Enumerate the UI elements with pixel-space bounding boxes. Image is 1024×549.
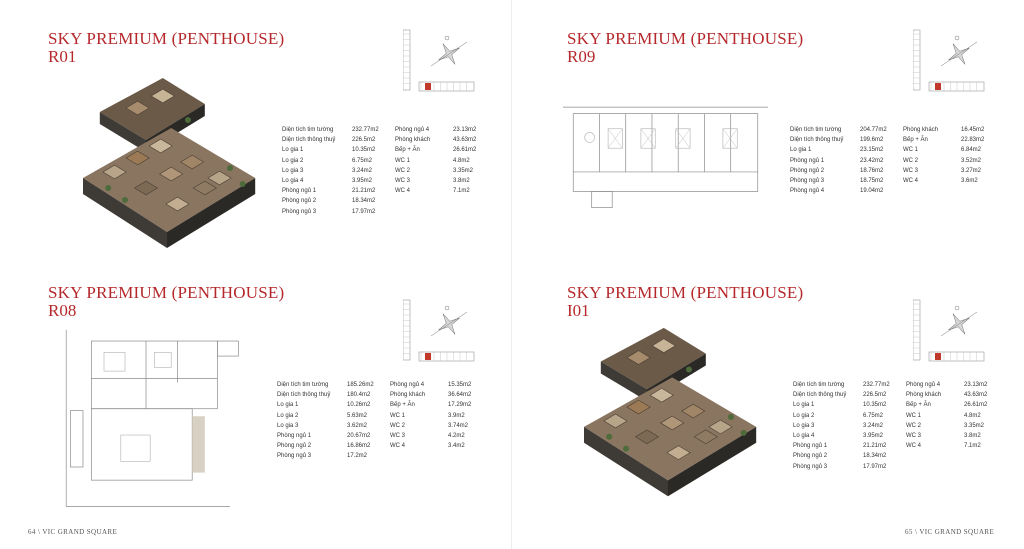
spec-value: 3.24m2 [352, 167, 373, 174]
spec-row [282, 196, 392, 206]
spec-value: 18.76m2 [860, 167, 884, 174]
spec-value: 7.1m2 [453, 188, 470, 195]
spec-value: 15.35m2 [448, 382, 472, 388]
spec-value: 3.27m2 [961, 167, 982, 174]
spec-value: 10.35m2 [863, 402, 887, 409]
spec-row [906, 411, 1004, 421]
spec-label: Phòng ngủ 3 [793, 463, 828, 470]
spec-row [282, 207, 392, 217]
spec-row [390, 390, 488, 400]
spec-value: 16.45m2 [961, 127, 985, 133]
spec-value: 17.29m2 [448, 402, 472, 409]
spec-value: 3.6m2 [961, 178, 978, 185]
spec-label: Phòng ngủ 3 [277, 453, 312, 460]
unit-code: I01 [567, 301, 590, 320]
spec-row [906, 390, 1004, 400]
spec-label: Diện tích thông thuỷ [793, 392, 847, 399]
spec-value: 3.52m2 [961, 157, 982, 164]
spec-value: 204.77m2 [860, 127, 887, 133]
spec-value: 6.75m2 [352, 157, 373, 164]
spec-value: 10.26m2 [347, 402, 371, 409]
spec-list-left [793, 380, 903, 472]
spec-label: Bếp + Ăn [395, 147, 420, 154]
spec-label: Bếp + Ăn [390, 402, 415, 409]
spec-label: WC 2 [395, 167, 410, 174]
spec-label: Phòng ngủ 4 [390, 382, 425, 388]
spec-label: Phòng ngủ 2 [793, 453, 828, 460]
spec-label: Phòng ngủ 4 [395, 127, 430, 133]
spec-label: Lo gia 4 [793, 433, 815, 440]
spec-label: Lo gia 1 [282, 147, 304, 154]
spec-label: Diện tích thông thuỷ [282, 137, 336, 144]
unit-code: R01 [48, 47, 77, 66]
spec-row [277, 421, 387, 431]
spec-row [282, 166, 392, 176]
spec-label: Lo gia 4 [282, 178, 304, 185]
spec-row [793, 380, 903, 390]
spec-label: Phòng ngủ 4 [790, 188, 825, 195]
spec-value: 3.95m2 [863, 433, 884, 440]
spec-value: 26.61m2 [453, 147, 477, 154]
spec-value: 23.13m2 [453, 127, 477, 133]
spec-row [793, 462, 903, 472]
spec-value: 21.21m2 [352, 188, 376, 195]
block-title: SKY PREMIUM (PENTHOUSE) [567, 283, 804, 302]
spec-value: 3.74m2 [448, 422, 469, 429]
floor-plan-drawing [563, 105, 768, 213]
spec-row [790, 156, 900, 166]
spec-row [790, 135, 900, 145]
spec-list-right [395, 125, 493, 196]
floor-plan-render-3d [62, 68, 272, 268]
spec-label: Diện tích tim tường [790, 127, 842, 133]
footer-left: 64 \ VIC GRAND SQUARE [28, 528, 118, 536]
spec-row [793, 441, 903, 451]
spec-value: 3.8m2 [453, 178, 470, 185]
spec-row [390, 411, 488, 421]
spec-row [282, 186, 392, 196]
spec-label: Lo gia 3 [277, 422, 299, 429]
spec-row [395, 135, 493, 145]
spec-label: Phòng khách [906, 392, 942, 399]
spec-value: 3.9m2 [448, 412, 465, 419]
spec-list-right [906, 380, 1004, 451]
spec-row [903, 125, 1001, 135]
spec-row [903, 135, 1001, 145]
spec-value: 232.77m2 [863, 382, 890, 388]
spec-value: 43.63m2 [453, 137, 477, 144]
spec-value: 36.64m2 [448, 392, 472, 399]
spec-value: 3.24m2 [863, 422, 884, 429]
key-plan-compass [403, 292, 483, 371]
spec-row [793, 390, 903, 400]
spec-row [282, 156, 392, 166]
spec-label: Diện tích tim tường [282, 127, 334, 133]
spec-row [395, 176, 493, 186]
spec-value: 17.97m2 [863, 463, 887, 470]
spec-label: Phòng ngủ 2 [277, 443, 312, 450]
spec-row [906, 421, 1004, 431]
floor-plan-render-3d [563, 318, 773, 516]
spec-row [790, 125, 900, 135]
spec-row [790, 166, 900, 176]
spec-value: 17.97m2 [352, 208, 376, 215]
spec-label: WC 3 [906, 433, 921, 440]
spec-label: Diện tích thông thuỷ [790, 137, 844, 144]
spec-value: 17.2m2 [347, 453, 368, 460]
spec-row [282, 176, 392, 186]
spec-row [793, 411, 903, 421]
spec-row [903, 145, 1001, 155]
spec-value: 18.75m2 [860, 178, 884, 185]
spec-value: 6.75m2 [863, 412, 884, 419]
spec-row [793, 421, 903, 431]
spec-label: Bếp + Ăn [903, 137, 928, 144]
spec-label: WC 4 [395, 188, 410, 195]
spec-value: 23.42m2 [860, 157, 884, 164]
spec-value: 20.67m2 [347, 433, 371, 440]
spec-label: Lo gia 2 [282, 157, 304, 164]
spec-row [277, 400, 387, 410]
spec-value: 23.13m2 [964, 382, 988, 388]
spec-value: 26.61m2 [964, 402, 988, 409]
block-title: SKY PREMIUM (PENTHOUSE) [567, 29, 804, 48]
spec-value: 18.34m2 [352, 198, 376, 205]
spec-label: Phòng khách [395, 137, 431, 144]
spec-value: 4.8m2 [453, 157, 470, 164]
spec-row [395, 145, 493, 155]
spec-row [277, 441, 387, 451]
spec-list-left [790, 125, 900, 196]
spec-label: WC 1 [395, 157, 410, 164]
spec-label: Diện tích tim tường [277, 382, 329, 388]
spec-value: 21.21m2 [863, 443, 887, 450]
spec-label: WC 1 [390, 412, 405, 419]
spec-row [395, 125, 493, 135]
spec-row [793, 451, 903, 461]
spec-value: 4.8m2 [964, 412, 981, 419]
spec-row [395, 186, 493, 196]
spec-label: Phòng ngủ 4 [906, 382, 941, 388]
spec-label: WC 3 [395, 178, 410, 185]
unit-code: R09 [567, 47, 596, 66]
spec-row [277, 411, 387, 421]
spec-row [906, 400, 1004, 410]
spec-value: 4.2m2 [448, 433, 465, 440]
spec-value: 226.5m2 [352, 137, 376, 144]
spec-value: 3.35m2 [964, 422, 985, 429]
spec-value: 3.62m2 [347, 422, 368, 429]
spec-row [282, 145, 392, 155]
key-plan-compass [913, 292, 993, 371]
spec-row [906, 380, 1004, 390]
spec-row [277, 431, 387, 441]
spec-row [790, 176, 900, 186]
spec-label: Lo gia 2 [277, 412, 299, 419]
spec-value: 180.4m2 [347, 392, 371, 399]
spec-row [282, 125, 392, 135]
spec-value: 199.6m2 [860, 137, 884, 144]
spec-list-right [390, 380, 488, 451]
page-divider [511, 0, 512, 549]
spec-label: WC 2 [903, 157, 918, 164]
spec-label: Phòng ngủ 1 [790, 157, 825, 164]
spec-label: Lo gia 1 [793, 402, 815, 409]
spec-value: 3.35m2 [453, 167, 474, 174]
unit-code: R08 [48, 301, 77, 320]
spec-value: 6.84m2 [961, 147, 982, 154]
spec-label: Lo gia 2 [793, 412, 815, 419]
spec-row [390, 431, 488, 441]
spec-row [390, 400, 488, 410]
spec-value: 232.77m2 [352, 127, 379, 133]
spec-label: WC 2 [906, 422, 921, 429]
spec-label: Phòng ngủ 3 [282, 208, 317, 215]
spec-row [793, 400, 903, 410]
spec-row [793, 431, 903, 441]
key-plan-compass [403, 22, 483, 101]
spec-label: Phòng ngủ 1 [282, 188, 317, 195]
spec-row [395, 166, 493, 176]
spec-label: Phòng ngủ 1 [793, 443, 828, 450]
spec-row [277, 380, 387, 390]
spec-label: Lo gia 1 [277, 402, 299, 409]
spec-row [277, 451, 387, 461]
spec-row [903, 176, 1001, 186]
spec-label: Lo gia 3 [793, 422, 815, 429]
spec-label: Phòng ngủ 2 [790, 167, 825, 174]
spec-label: WC 4 [390, 443, 405, 450]
spec-row [277, 390, 387, 400]
spec-label: Diện tích thông thuỷ [277, 392, 331, 399]
spec-value: 43.63m2 [964, 392, 988, 399]
spec-label: WC 3 [903, 167, 918, 174]
spec-list-left [282, 125, 392, 217]
spec-label: Diện tích tim tường [793, 382, 845, 388]
spec-row [906, 441, 1004, 451]
floor-plan-drawing [62, 326, 272, 514]
spec-label: WC 1 [903, 147, 918, 154]
spec-value: 23.15m2 [860, 147, 884, 154]
spec-row [903, 156, 1001, 166]
spec-label: Phòng khách [903, 127, 939, 133]
spec-value: 22.83m2 [961, 137, 985, 144]
spec-label: WC 3 [390, 433, 405, 440]
spec-row [390, 441, 488, 451]
spec-value: 3.95m2 [352, 178, 373, 185]
spec-label: Phòng ngủ 2 [282, 198, 317, 205]
spec-label: Phòng khách [390, 392, 426, 399]
spec-row [390, 421, 488, 431]
key-plan-compass [913, 22, 993, 101]
spec-row [282, 135, 392, 145]
spec-row [390, 380, 488, 390]
spec-label: Phòng ngủ 3 [790, 178, 825, 185]
spec-label: WC 4 [903, 178, 918, 185]
block-title: SKY PREMIUM (PENTHOUSE) [48, 29, 285, 48]
spec-row [906, 431, 1004, 441]
spec-value: 18.34m2 [863, 453, 887, 460]
spec-label: WC 4 [906, 443, 921, 450]
spec-label: Bếp + Ăn [906, 402, 931, 409]
spec-list-right [903, 125, 1001, 186]
spec-value: 3.8m2 [964, 433, 981, 440]
block-title: SKY PREMIUM (PENTHOUSE) [48, 283, 285, 302]
spec-row [790, 145, 900, 155]
spec-label: Lo gia 3 [282, 167, 304, 174]
spec-value: 5.63m2 [347, 412, 368, 419]
spec-value: 3.4m2 [448, 443, 465, 450]
spec-value: 185.26m2 [347, 382, 374, 388]
spec-label: Phòng ngủ 1 [277, 433, 312, 440]
spec-list-left [277, 380, 387, 462]
spec-row [790, 186, 900, 196]
spec-value: 226.5m2 [863, 392, 887, 399]
spec-value: 7.1m2 [964, 443, 981, 450]
spec-label: Lo gia 1 [790, 147, 812, 154]
spec-value: 16.86m2 [347, 443, 371, 450]
spec-label: WC 1 [906, 412, 921, 419]
footer-right: 65 \ VIC GRAND SQUARE [905, 528, 995, 536]
spec-row [395, 156, 493, 166]
spec-value: 19.04m2 [860, 188, 884, 195]
spec-value: 10.35m2 [352, 147, 376, 154]
spec-label: WC 2 [390, 422, 405, 429]
spec-row [903, 166, 1001, 176]
